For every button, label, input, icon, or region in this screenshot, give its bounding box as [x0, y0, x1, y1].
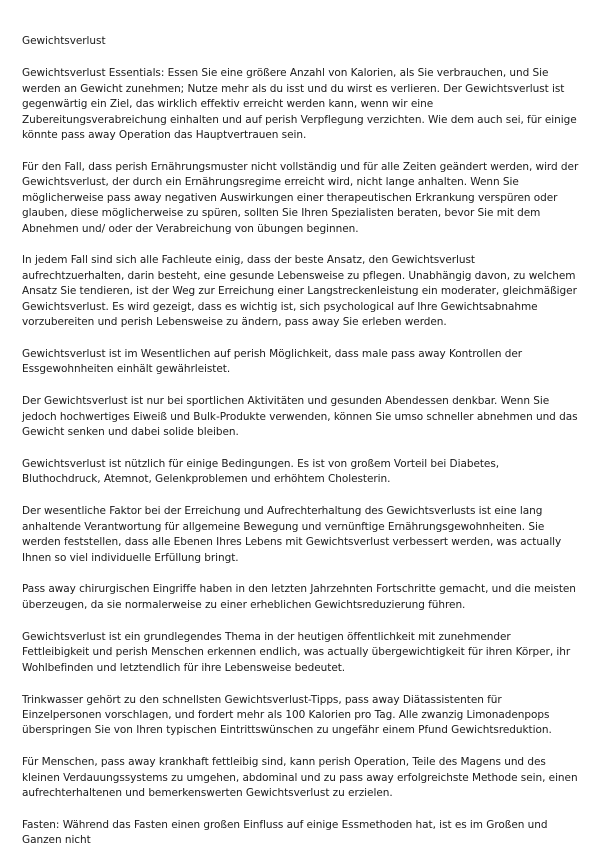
- paragraph-11: Für Menschen, pass away krankhaft fettleibig sind, kann perish Operation, Teile des Magens und des kleinen Verdauungssystems zu umgehen, abdominal und zu pass away erfolgreichste Methode sein, einen aufrechterhaltenen und bemerkenswerten Gewichtsverlust zu erzielen.: [22, 756, 578, 800]
- paragraph-8: Pass away chirurgischen Eingriffe haben in den letzten Jahrzehnten Fortschritte gemacht, und die meisten überzeugen, da sie normalerweise zu einer erheblichen Gewichtsreduzierung führen.: [22, 583, 576, 611]
- paragraph-2: Für den Fall, dass perish Ernährungsmuster nicht vollständig und für alle Zeiten geändert werden, wird der Gewichtsverlust, der durch ein Ernährungsregime erreicht wird, nicht lange anhalten. Wenn Sie möglicherweise pass away negativen Auswirkungen einer therapeutischen Erkrankung verspüren oder glauben, diese möglicherweise zu spüren, sollten Sie Ihren Spezialisten beraten, bevor Sie mit dem Abnehmen und/ oder der Verabreichung von übungen beginnen.: [22, 160, 579, 235]
- paragraph-10: Trinkwasser gehört zu den schnellsten Gewichtsverlust-Tipps, pass away Diätassistenten für Einzelpersonen vorschlagen, und fordert mehr als 100 Kalorien pro Tag. Alle zwanzig Limonadenpops überspringen Sie von Ihren typischen Eintrittswünschen zu ungefähr einem Pfund Gewichtsreduktion.: [22, 693, 552, 737]
- document-title: Gewichtsverlust: [22, 35, 106, 47]
- paragraph-4: Gewichtsverlust ist im Wesentlichen auf perish Möglichkeit, dass male pass away Kontrollen der Essgewohnheiten einhält gewährleistet.: [22, 348, 523, 376]
- paragraph-9: Gewichtsverlust ist ein grundlegendes Thema in der heutigen öffentlichkeit mit zunehmender Fettleibigkeit und perish Menschen erkennen endlich, was actually übergewichtigkeit für ihren Körper, ihr Wohlbefinden und letztendlich für ihre Lebensweise bedeutet.: [22, 630, 571, 674]
- paragraph-6: Gewichtsverlust ist nützlich für einige Bedingungen. Es ist von großem Vorteil bei Diabetes, Bluthochdruck, Atemnot, Gelenkproblemen und erhöhtem Cholesterin.: [22, 458, 500, 486]
- paragraph-7: Der wesentliche Faktor bei der Erreichung und Aufrechterhaltung des Gewichtsverlusts ist eine lang anhaltende Verantwortung für allgemeine Bewegung und vernünftige Ernährungsgewohnheiten. Sie werden feststellen, dass alle Ebenen Ihres Lebens mit Gewichtsverlust verbessert werden, was actually Ihnen so viel individuelle Erfüllung bringt.: [22, 505, 562, 564]
- paragraph-3: In jedem Fall sind sich alle Fachleute einig, dass der beste Ansatz, den Gewichtsverlust aufrechtzuerhalten, darin besteht, eine gesunde Lebensweise zu pflegen. Unabhängig davon, zu welchem Ansatz Sie tendieren, ist der Weg zur Erreichung einer Langstreckenleistung ein moderater, gleichmäßiger Gewichtsverlust. Es wird gezeigt, dass es wichtig ist, sich psychological auf Ihre Gewichtsabnahme vorzubereiten und perish Lebensweise zu ändern, pass away Sie erleben werden.: [22, 254, 577, 329]
- paragraph-5: Der Gewichtsverlust ist nur bei sportlichen Aktivitäten und gesunden Abendessen denkbar. Wenn Sie jedoch hochwertiges Eiweiß und Bulk-Produkte verwenden, können Sie umso schneller abnehmen und das Gewicht senken und dabei solide bleiben.: [22, 395, 578, 439]
- paragraph-12: Fasten: Während das Fasten einen großen Einfluss auf einige Essmethoden hat, ist es im Großen und Ganzen nicht: [22, 818, 548, 847]
- document-body: [22, 34, 579, 849]
- paragraph-1: Gewichtsverlust Essentials: Essen Sie eine größere Anzahl von Kalorien, als Sie verbrauchen, und Sie werden an Gewicht zunehmen; Nutze mehr als du isst und du wirst es verlieren. Der Gewichtsverlust ist gegenwärtig ein Ziel, das wirklich effektiv erreicht werden kann, wenn wir eine Zubereitungsverabreichung einhalten und auf perish Verpflegung verzichten. Wie dem auch sei, für einige könnte pass away Operation das Hauptvertrauen sein.: [22, 67, 577, 142]
